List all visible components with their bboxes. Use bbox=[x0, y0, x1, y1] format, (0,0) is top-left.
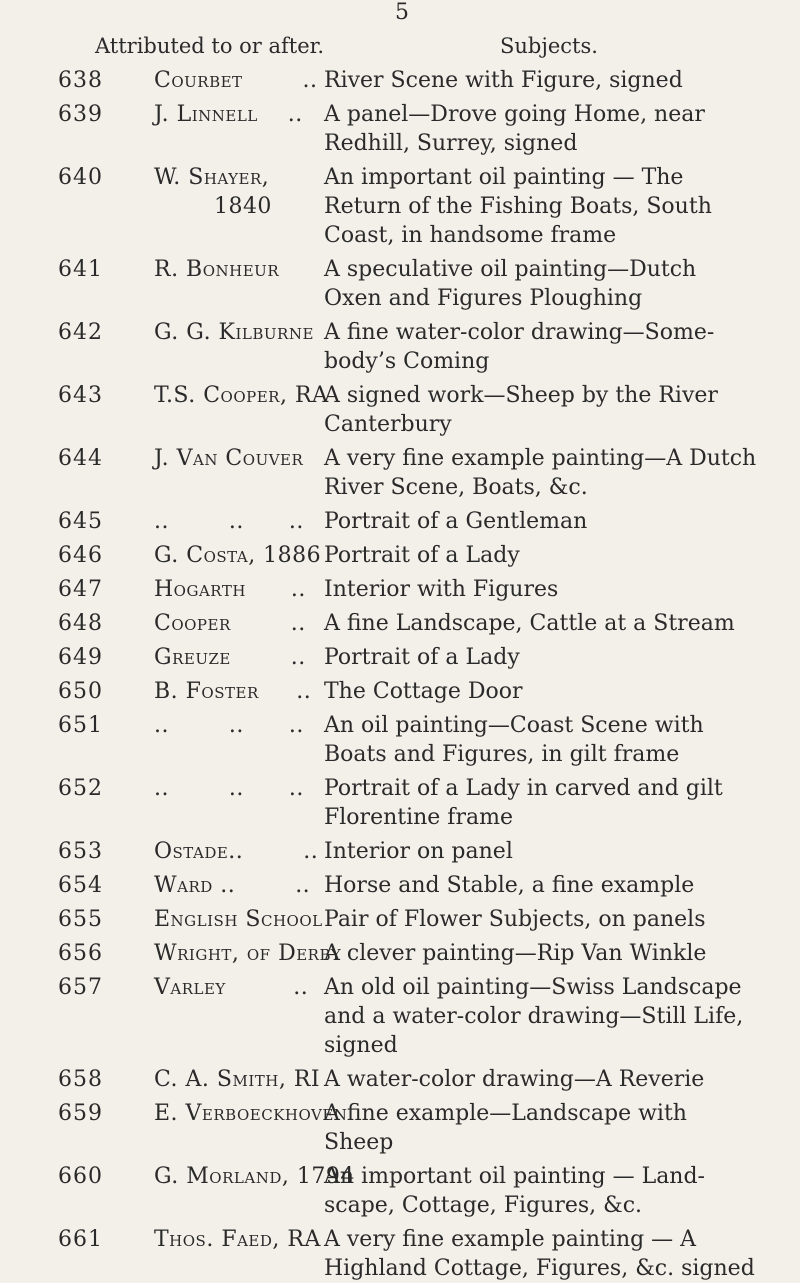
lot-entry bbox=[0, 100, 800, 158]
lot-entry bbox=[0, 837, 800, 866]
lot-number: 661 bbox=[58, 1227, 103, 1252]
lot-entry bbox=[0, 507, 800, 536]
lot-entry bbox=[0, 1099, 800, 1157]
lot-artist: R. Bonheur bbox=[154, 257, 280, 282]
lot-artist: English School bbox=[154, 907, 323, 932]
lot-entry bbox=[0, 677, 800, 706]
lot-number: 647 bbox=[58, 577, 103, 602]
lot-number: 638 bbox=[58, 68, 103, 93]
lot-artist: Hogarth .. bbox=[154, 577, 306, 602]
lot-artist: .. .. .. bbox=[154, 776, 304, 801]
lot-artist: Greuze .. bbox=[154, 645, 306, 670]
lot-number: 653 bbox=[58, 839, 103, 864]
lot-number: 642 bbox=[58, 320, 103, 345]
lot-artist: Ward .. .. bbox=[154, 873, 311, 898]
lot-number: 654 bbox=[58, 873, 103, 898]
lot-artist: E. Verboeckhoven bbox=[154, 1101, 348, 1126]
lot-artist: Varley .. bbox=[154, 975, 309, 1000]
lot-artist: C. A. Smith, RI bbox=[154, 1067, 321, 1092]
lot-subject: A fine Landscape, Cattle at a Stream bbox=[324, 611, 735, 636]
lot-number: 659 bbox=[58, 1101, 103, 1126]
lot-number: 646 bbox=[58, 543, 103, 568]
lot-subject: Portrait of a Lady bbox=[324, 543, 520, 568]
lot-artist: .. .. .. bbox=[154, 713, 304, 738]
attributed-header: Attributed to or after. bbox=[95, 34, 325, 58]
lot-subject: Pair of Flower Subjects, on panels bbox=[324, 907, 706, 932]
lot-entry bbox=[0, 66, 800, 95]
lot-number: 651 bbox=[58, 713, 103, 738]
lot-number: 652 bbox=[58, 776, 103, 801]
lot-subject: A fine water-color drawing—Some-body’s Coming bbox=[324, 320, 715, 374]
lot-entry bbox=[0, 444, 800, 502]
lot-artist: T.S. Cooper, RA bbox=[154, 383, 329, 408]
lot-number: 640 bbox=[58, 165, 103, 190]
lot-entry bbox=[0, 318, 800, 376]
lot-subject: An important oil painting — Land-scape, Cottage, Figures, &c. bbox=[324, 1164, 705, 1218]
lot-subject: Portrait of a Lady in carved and gilt Florentine frame bbox=[324, 776, 723, 830]
lot-number: 649 bbox=[58, 645, 103, 670]
lot-artist: Cooper .. bbox=[154, 611, 306, 636]
lot-subject: Portrait of a Lady bbox=[324, 645, 520, 670]
lot-artist: G. Costa, 1886 bbox=[154, 543, 322, 568]
lot-subject: River Scene with Figure, signed bbox=[324, 68, 683, 93]
subjects-header: Subjects. bbox=[500, 34, 598, 58]
lot-entry bbox=[0, 1162, 800, 1220]
lot-number: 656 bbox=[58, 941, 103, 966]
lot-number: 657 bbox=[58, 975, 103, 1000]
lot-subject: An oil painting—Coast Scene with Boats and Figures, in gilt frame bbox=[324, 713, 704, 767]
lot-entry bbox=[0, 609, 800, 638]
lot-number: 658 bbox=[58, 1067, 103, 1092]
lot-artist: Courbet .. bbox=[154, 68, 318, 93]
lot-artist: G. Morland, 1794 bbox=[154, 1164, 355, 1189]
lot-artist: W. Shayer, 1840 bbox=[154, 165, 272, 219]
lot-artist: G. G. Kilburne bbox=[154, 320, 314, 345]
lot-artist: Ostade.. .. bbox=[154, 839, 319, 864]
lot-entry bbox=[0, 774, 800, 832]
lot-entry bbox=[0, 541, 800, 570]
lot-entry bbox=[0, 381, 800, 439]
lot-subject: Interior on panel bbox=[324, 839, 513, 864]
lot-artist: Thos. Faed, RA bbox=[154, 1227, 321, 1252]
lot-entry bbox=[0, 973, 800, 1060]
lot-subject: Interior with Figures bbox=[324, 577, 559, 602]
lot-number: 648 bbox=[58, 611, 103, 636]
lot-entry bbox=[0, 711, 800, 769]
lot-entry bbox=[0, 255, 800, 313]
lot-subject: Portrait of a Gentleman bbox=[324, 509, 588, 534]
lot-number: 644 bbox=[58, 446, 103, 471]
lot-entry bbox=[0, 1065, 800, 1094]
lot-subject: An important oil painting — The Return of the Fishing Boats, South Coast, in handsome frame bbox=[324, 165, 712, 248]
lot-subject: A water-color drawing—A Reverie bbox=[324, 1067, 705, 1092]
lot-subject: A clever painting—Rip Van Winkle bbox=[324, 941, 707, 966]
lot-artist: J. Linnell .. bbox=[154, 102, 303, 127]
lot-subject: A panel—Drove going Home, near Redhill, Surrey, signed bbox=[324, 102, 705, 156]
lot-entry bbox=[0, 905, 800, 934]
lot-number: 641 bbox=[58, 257, 103, 282]
lot-subject: A signed work—Sheep by the River Canterbury bbox=[324, 383, 718, 437]
lot-subject: Horse and Stable, a fine example bbox=[324, 873, 695, 898]
lot-subject: The Cottage Door bbox=[324, 679, 523, 704]
lot-entry bbox=[0, 643, 800, 672]
lot-artist: B. Foster .. bbox=[154, 679, 312, 704]
lot-subject: A fine example—Landscape with Sheep bbox=[324, 1101, 687, 1155]
lot-entry bbox=[0, 163, 800, 250]
page-number: 5 bbox=[395, 0, 409, 25]
lot-subject: A speculative oil painting—Dutch Oxen and Figures Ploughing bbox=[324, 257, 697, 311]
lot-number: 655 bbox=[58, 907, 103, 932]
lot-number: 645 bbox=[58, 509, 103, 534]
lot-number: 643 bbox=[58, 383, 103, 408]
lot-subject: An old oil painting—Swiss Landscape and a water-color drawing—Still Life, signed bbox=[324, 975, 744, 1058]
lot-artist: J. Van Couver bbox=[154, 446, 304, 471]
lot-subject: A very fine example painting—A Dutch River Scene, Boats, &c. bbox=[324, 446, 757, 500]
lot-entry bbox=[0, 939, 800, 968]
lot-artist: .. .. .. bbox=[154, 509, 304, 534]
lot-number: 650 bbox=[58, 679, 103, 704]
lot-artist: Wright, of Derby bbox=[154, 941, 342, 966]
lot-list bbox=[0, 66, 800, 1283]
lot-number: 660 bbox=[58, 1164, 103, 1189]
lot-entry bbox=[0, 575, 800, 604]
lot-number: 639 bbox=[58, 102, 103, 127]
lot-entry bbox=[0, 871, 800, 900]
lot-subject: A very fine example painting — A Highland Cottage, Figures, &c. signed bbox=[324, 1227, 755, 1281]
lot-entry bbox=[0, 1225, 800, 1283]
